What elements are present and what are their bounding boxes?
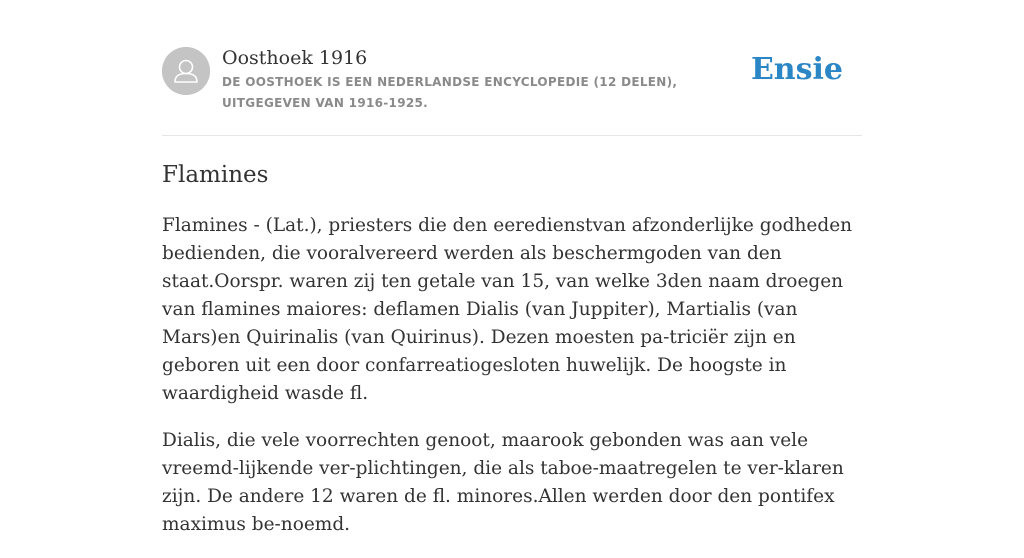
- article-body: [162, 212, 862, 558]
- source-name[interactable]: Oosthoek 1916: [222, 47, 368, 69]
- article-paragraph: Flamines - (Lat.), priesters die den eeredienstvan afzonderlijke godheden bedienden, die vooralvereerd werden als beschermgoden van den staat.Oorspr. waren zij ten getale van 15, van welke 3den naam droegen van flamines maiores: deflamen Dialis (van Juppiter), Martialis (van Mars)en Quirinalis (van Quirinus). Dezen moesten pa-triciër zijn en geboren uit een door confarreatiogesloten huwelijk. De hoogste in waardigheid wasde fl.: [162, 215, 853, 404]
- source-description: DE OOSTHOEK IS EEN NEDERLANDSE ENCYCLOPEDIE (12 DELEN), UITGEGEVEN VAN 1916-1925.: [222, 75, 678, 110]
- avatar[interactable]: [162, 47, 210, 95]
- source-header: [162, 46, 862, 116]
- article-title: Flamines: [162, 162, 269, 188]
- brand-logo[interactable]: Ensie: [750, 52, 843, 87]
- header-divider: [162, 135, 862, 136]
- article-paragraph: Dialis, die vele voorrechten genoot, maarook gebonden was aan vele vreemd-lijkende ver-plichtingen, die als taboe-maatregelen te ver-klaren zijn. De andere 12 waren de fl. minores.Allen werden door den pontifex maximus be-noemd.: [162, 430, 844, 535]
- user-icon: [162, 47, 210, 95]
